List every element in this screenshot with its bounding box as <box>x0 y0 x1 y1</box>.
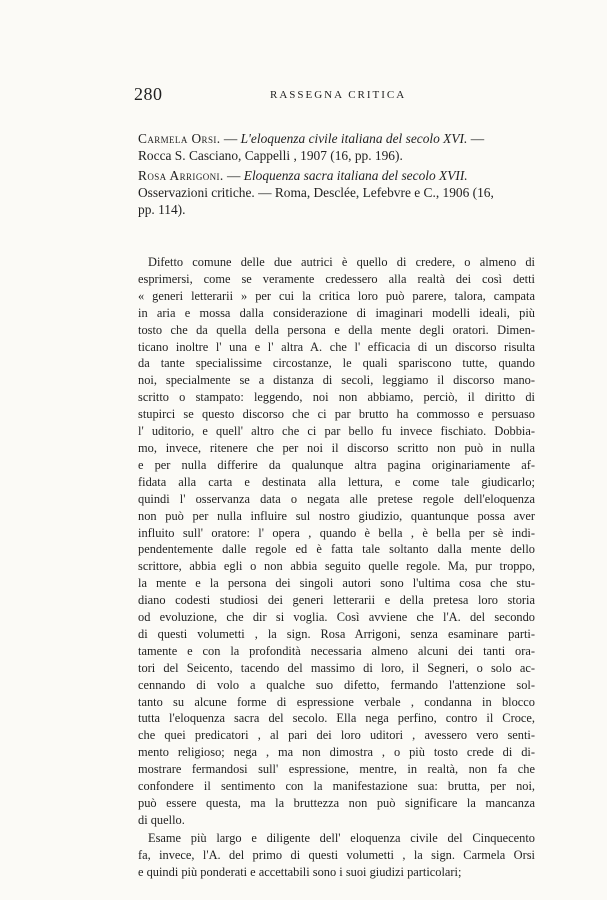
text-line: od evoluzione, che dir si voglia. Così avviene che l'A. del secondo <box>138 610 535 625</box>
dash: — <box>220 131 241 146</box>
paragraph <box>138 830 535 881</box>
text-line: Esame più largo e diligente dell' eloquenza civile del Cinquecento <box>148 830 535 845</box>
author-name: Rosa Arrigoni. <box>138 168 224 183</box>
text-line: Difetto comune delle due autrici è quello di credere, o almeno di <box>148 255 535 269</box>
text-line: fidata alla carta e destinata alla lettura, e come tale giudicarlo; <box>138 474 535 489</box>
text-line: l' uditorio, e quell' altro che ci par bello fu invece fischiato. Dobbia- <box>138 424 535 439</box>
dash: — <box>223 168 244 183</box>
dash: — <box>467 131 485 146</box>
text-line: fa, invece, l'A. del primo di questi volumetti , la sign. Carmela Orsi <box>138 847 535 862</box>
text-line: stupirci se questo discorso che ci par brutto ha commosso e persuaso <box>138 407 535 422</box>
text-line: noi, specialmente se a distanza di secoli, leggiamo il discorso mano- <box>138 373 535 388</box>
review-body <box>138 254 535 881</box>
work-title: L'eloquenza civile italiana del secolo XVI. <box>240 131 468 146</box>
text-line: tori del Seicento, tacendo del massimo di loro, il Segneri, o solo ac- <box>138 660 535 675</box>
text-line: tamente e con la profondità necessaria almeno alcuni dei tanti ora- <box>138 643 535 658</box>
text-line: mostrare fermandosi sull' espressione, mentre, in realtà, non fa che <box>138 762 535 777</box>
text-line: « generi letterarii » per cui la critica loro può parere, talora, campata <box>138 288 535 303</box>
text-line: in aria e mossa dalla considerazione di imaginari modelli ideali, più <box>138 305 535 320</box>
running-head: RASSEGNA CRITICA <box>270 89 407 101</box>
text-line: che quei predicatori , al pari dei loro uditori , avessero vero senti- <box>138 728 535 743</box>
text-line: influito sull' oratore: l' opera , quando è bella , è bella per sè indi- <box>138 525 535 540</box>
text-line: e quindi più ponderati e accettabili sono i suoi giudizi particolari; <box>138 864 462 879</box>
text-line: esprimersi, come se veramente credessero alla realtà dei così detti <box>138 271 535 286</box>
text-line: da tante specialissime circostanze, le quali spariscono tutte, quando <box>138 356 535 371</box>
text-line: pendentemente dalle regole ed è fatta tale soltanto dalla mente dello <box>138 542 535 557</box>
text-line: di quello. <box>138 812 185 827</box>
text-line: confondere il sentimento con la manifestazione sua: brutta, per noi, <box>138 779 535 794</box>
page-number: 280 <box>134 84 163 104</box>
text-line: e per nulla differire da qualunque altra pagina originariamente af- <box>138 457 535 472</box>
text-line: mento religioso; nega , ma non dimostra , o più tosto crede di di- <box>138 745 535 760</box>
text-line: tutta l'eloquenza sacra del secolo. Ella nega perfino, contro il Croce, <box>138 711 535 726</box>
text-line: non può per nulla influire sul nostro giudizio, quantunque possa aver <box>138 508 535 523</box>
text-line: tanto su alcune forme di espressione verbale , condanna in blocco <box>138 694 535 709</box>
text-line: scritto o stampato: leggendo, noi non abbiamo, perciò, il diritto di <box>138 390 535 405</box>
publication-details: Rocca S. Casciano, Cappelli , 1907 (16, pp. 196). <box>138 148 403 163</box>
bibliography-entry-line <box>138 167 533 184</box>
text-line: quindi l' osservanza data o negata alle pretese regole dell'eloquenza <box>138 491 535 506</box>
bibliography-entry-line <box>138 130 533 147</box>
bibliography-entry-arrigoni <box>138 167 533 218</box>
text-line: la mente e la persona dei singoli autori sono l'ultima cosa che stu- <box>138 576 535 591</box>
publication-details: pp. 114). <box>138 202 186 217</box>
text-line: di questi volumetti , la sign. Rosa Arrigoni, senza esaminare parti- <box>138 626 535 641</box>
text-line: cennando di volo a qualche suo difetto, fermando l'attenzione sol- <box>138 677 535 692</box>
paragraph <box>138 254 535 829</box>
author-name: Carmela Orsi. <box>138 131 221 146</box>
text-line: tosto che da quella della persona e della mente degli oratori. Dimen- <box>138 322 535 337</box>
text-line: può essere questa, ma la bruttezza non può significare la mancanza <box>138 796 535 810</box>
text-line: diano codesti studiosi dei generi letterarii e della pretesa loro storia <box>138 593 535 608</box>
text-line: scrittore, abbia egli o non abbia seguito quelle regole. Ma, pur troppo, <box>138 559 535 574</box>
text-line: mo, invece, ritenere che per noi il discorso scritto non può in nulla <box>138 440 535 455</box>
bibliography-entry-orsi <box>138 130 533 164</box>
text-line: ticano inoltre l' una e l' altra A. che l' efficacia di un discorso risulta <box>138 339 535 354</box>
work-title: Eloquenza sacra italiana del secolo XVII. <box>243 168 468 183</box>
publication-details: Osservazioni critiche. — Roma, Desclée, Lefebvre e C., 1906 (16, <box>138 185 494 200</box>
